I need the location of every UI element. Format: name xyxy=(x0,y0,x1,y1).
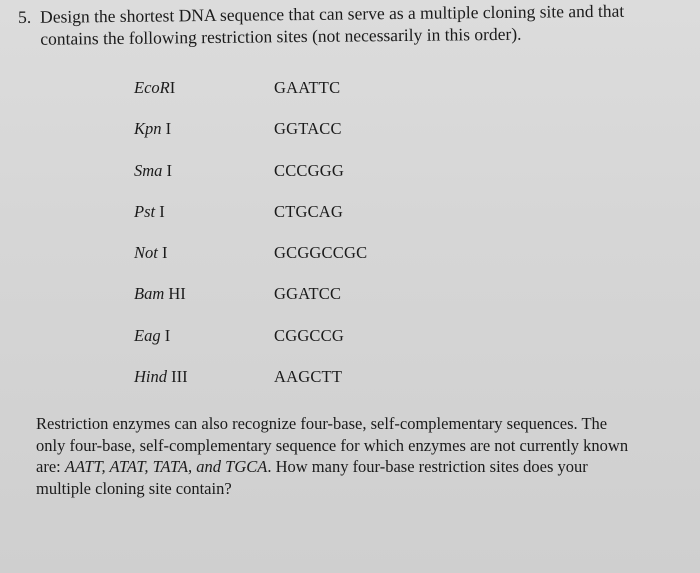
recognition-site: AAGCTT xyxy=(274,367,343,387)
paragraph-line-3: are: AATT, ATAT, TATA, and TGCA. How many four-base restriction sites does your xyxy=(36,457,588,476)
enzyme-name: Kpn I xyxy=(134,119,172,139)
recognition-site: CTGCAG xyxy=(274,201,344,221)
enzyme-name: Sma I xyxy=(134,160,173,180)
question-text-line-1: Design the shortest DNA sequence that can serve as a multiple cloning site and that xyxy=(40,0,625,27)
table-row xyxy=(134,326,434,367)
excluded-sequences: AATT, ATAT, TATA, and TGCA xyxy=(64,457,268,476)
question-number: 5. xyxy=(18,6,32,27)
follow-up-paragraph xyxy=(36,413,686,499)
question-block xyxy=(18,0,678,50)
enzyme-name: Hind III xyxy=(134,367,188,387)
recognition-site: CCCGGG xyxy=(274,160,344,180)
table-row xyxy=(134,202,434,243)
enzyme-name: Not I xyxy=(134,243,168,263)
enzyme-name: EcoRI xyxy=(134,78,176,97)
restriction-site-table xyxy=(134,78,434,408)
recognition-site: GGATCC xyxy=(274,284,342,304)
question-text-line-2: contains the following restriction sites (not necessarily in this order). xyxy=(40,23,522,49)
enzyme-name: Bam HI xyxy=(134,284,186,304)
paragraph-line-1: Restriction enzymes can also recognize four-base, self-complementary sequences. The xyxy=(36,414,608,433)
table-row xyxy=(134,78,434,119)
table-row xyxy=(134,284,434,325)
recognition-site: GGTACC xyxy=(274,119,342,139)
table-row xyxy=(134,161,434,202)
recognition-site: GCGGCCGC xyxy=(274,243,368,263)
table-row xyxy=(134,243,434,284)
table-row xyxy=(134,119,434,160)
enzyme-name: Pst I xyxy=(134,201,165,221)
paragraph-line-2: only four-base, self-complementary sequence for which enzymes are not currently known xyxy=(36,435,629,455)
enzyme-name: Eag I xyxy=(134,325,171,345)
recognition-site: CGGCCG xyxy=(274,325,344,345)
paragraph-line-4: multiple cloning site contain? xyxy=(36,478,232,498)
recognition-site: GAATTC xyxy=(274,78,341,97)
table-row xyxy=(134,367,434,408)
